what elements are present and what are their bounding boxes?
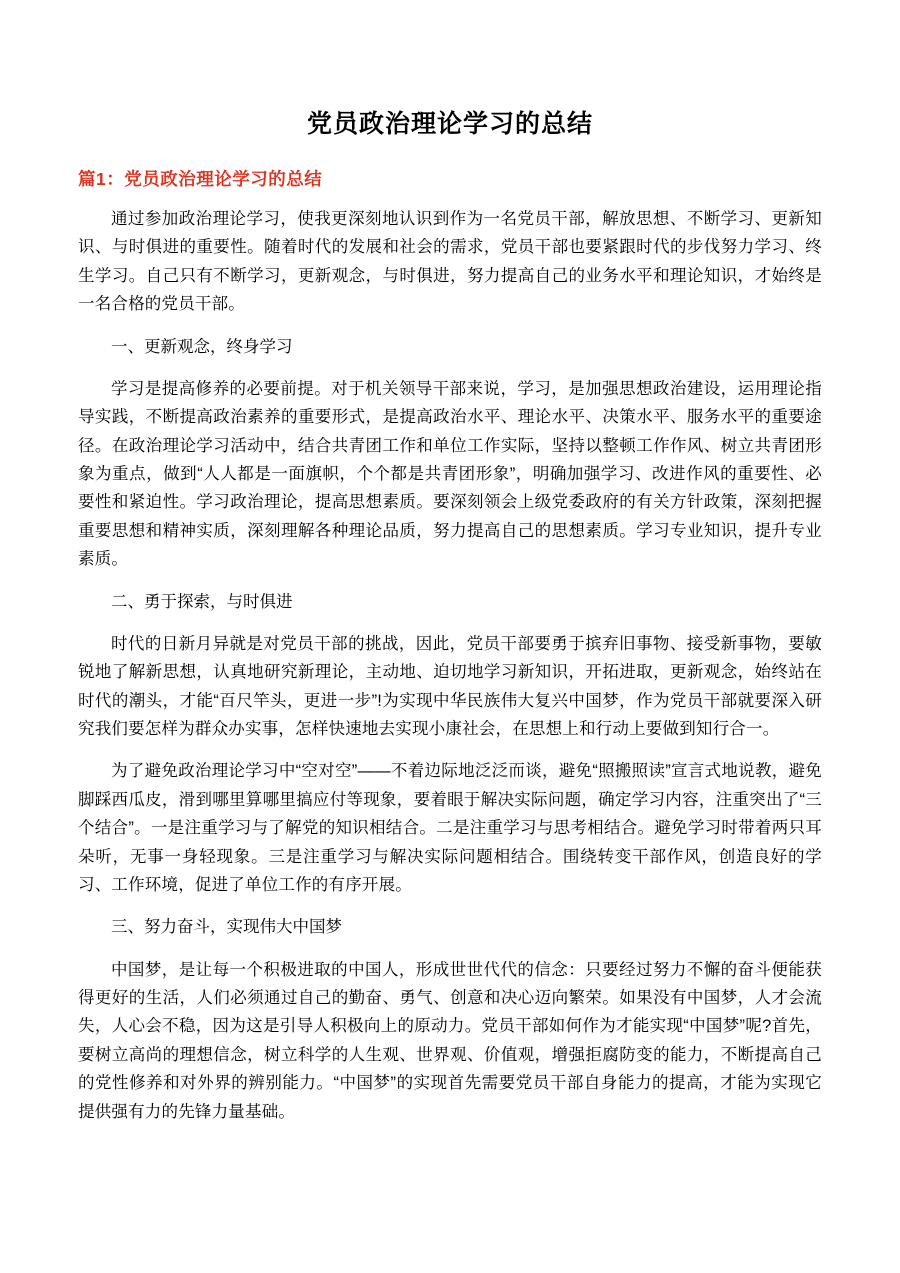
paragraph-1: 通过参加政治理论学习，使我更深刻地认识到作为一名党员干部，解放思想、不断学习、更新知识、与时俱进的重要性。随着时代的发展和社会的需求，党员干部也要紧跟时代的步伐努力学习、终生学习。自己只有不断学习，更新观念，与时俱进，努力提高自己的业务水平和理论知识，才始终是一名合格的党员干部。	[78, 210, 822, 314]
subheading-2: 二、勇于探索，与时俱进	[111, 592, 293, 611]
subheading-1: 一、更新观念，终身学习	[111, 337, 293, 356]
paragraph-4: 为了避免政治理论学习中“空对空”——不着边际地泛泛而谈，避免“照搬照读”宣言式地说教，避免脚踩西瓜皮，滑到哪里算哪里搞应付等现象，要着眼于解决实际问题，确定学习内容，注重突出了“三个结合”。一是注重学习与了解党的知识相结合。二是注重学习与思考相结合。避免学习时带着两只耳朵听，无事一身轻现象。三是注重学习与解决实际问题相结合。围绕转变干部作风，创造良好的学习、工作环境，促进了单位工作的有序开展。	[78, 762, 822, 894]
paragraph-2: 学习是提高修养的必要前提。对于机关领导干部来说，学习，是加强思想政治建设，运用理论指导实践，不断提高政治素养的重要形式，是提高政治水平、理论水平、决策水平、服务水平的重要途径。在政治理论学习活动中，结合共青团工作和单位工作实际，坚持以整顿工作作风、树立共青团形象为重点，做到“人人都是一面旗帜，个个都是共青团形象”，明确加强学习、改进作风的重要性、必要性和紧迫性。学习政治理论，提高思想素质。要深刻领会上级党委政府的有关方针政策，深刻把握重要思想和精神实质，深刻理解各种理论品质，努力提高自己的思想素质。学习专业知识，提升专业素质。	[78, 379, 822, 569]
page-title: 党员政治理论学习的总结	[306, 110, 593, 138]
subheading-3: 三、努力奋斗，实现伟大中国梦	[111, 918, 342, 937]
paragraph-3: 时代的日新月异就是对党员干部的挑战，因此，党员干部要勇于摈弃旧事物、接受新事物，要敏锐地了解新思想，认真地研究新理论，主动地、迫切地学习新知识，开拓进取，更新观念，始终站在时代的潮头，才能“百尺竿头，更进一步”!为实现中华民族伟大复兴中国梦，作为党员干部就要深入研究我们要怎样为群众办实事，怎样快速地去实现小康社会，在思想上和行动上要做到知行合一。	[78, 634, 822, 738]
paragraph-5: 中国梦，是让每一个积极进取的中国人，形成世世代代的信念：只要经过努力不懈的奋斗便能获得更好的生活，人们必须通过自己的勤奋、勇气、创意和决心迈向繁荣。如果没有中国梦，人才会流失，人心会不稳，因为这是引导人积极向上的原动力。党员干部如何作为才能实现“中国梦”呢?首先，要树立高尚的理想信念，树立科学的人生观、世界观、价值观，增强拒腐防变的能力，不断提高自己的党性修养和对外界的辨别能力。“中国梦”的实现首先需要党员干部自身能力的提高，才能为实现它提供强有力的先锋力量基础。	[78, 960, 822, 1121]
section-heading: 篇1：党员政治理论学习的总结	[78, 169, 323, 189]
page-bottom-spacer	[78, 1140, 822, 1180]
